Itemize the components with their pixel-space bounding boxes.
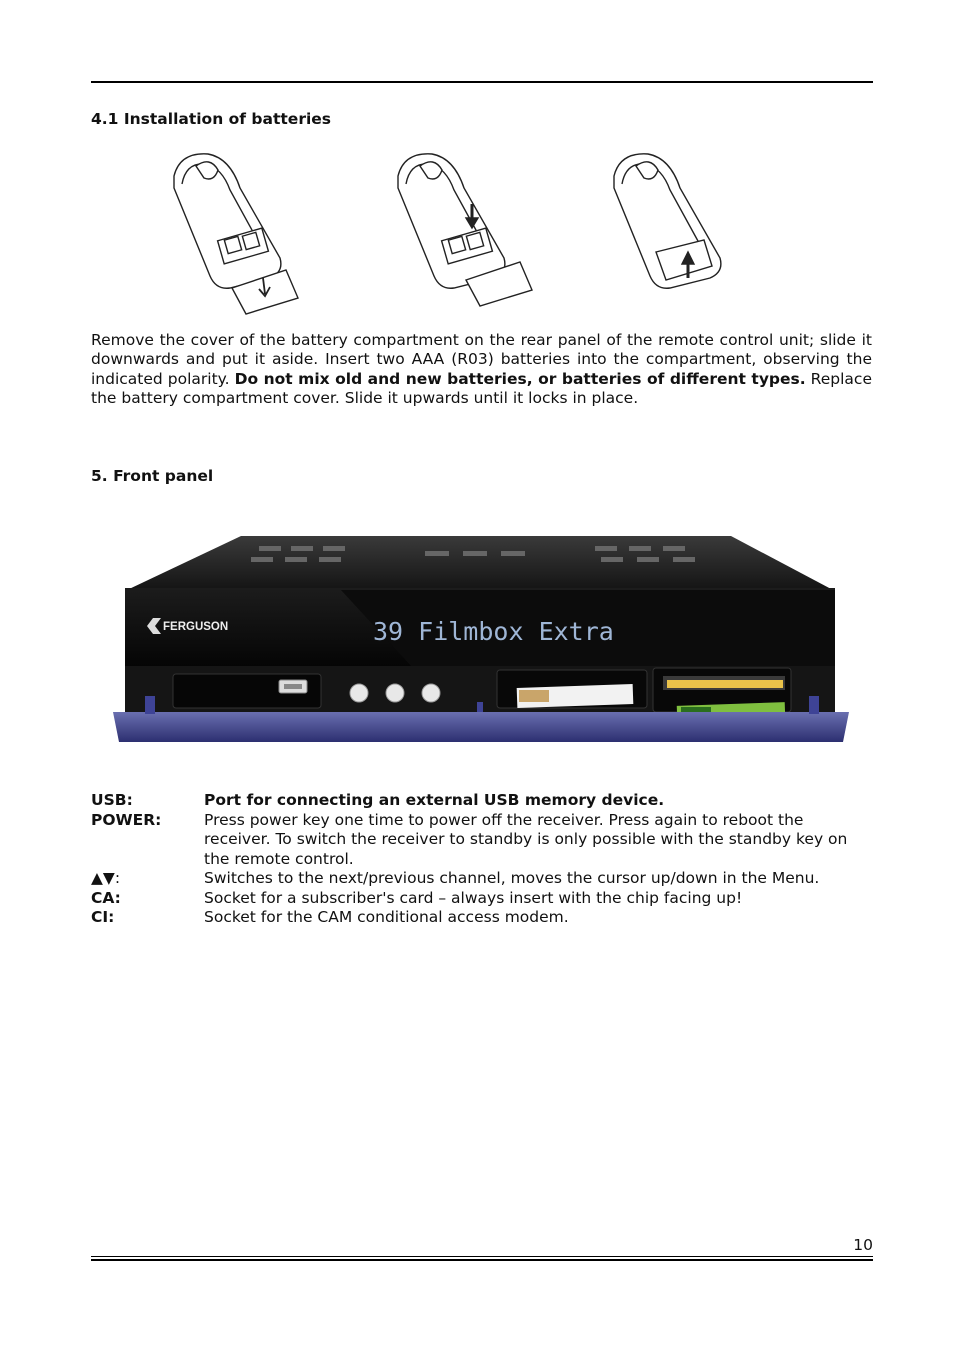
battery-instructions-text-2: Replace the battery compartment cover. Slide it upwards until it locks in place. xyxy=(91,369,872,408)
definition-row-ca xyxy=(91,889,873,909)
receiver-front-panel-image xyxy=(91,510,873,750)
definition-description: Press power key one time to power off the receiver. Press again to reboot the receiver. To switch the receiver to standby is only possible with the standby key on the remote control. xyxy=(204,810,848,868)
page-number: 10 xyxy=(853,1236,873,1254)
footer-rule-thick xyxy=(91,1259,873,1261)
definition-description: Socket for the CAM conditional access modem. xyxy=(204,908,569,926)
definition-description: Socket for a subscriber's card – always insert with the chip facing up! xyxy=(204,888,743,907)
remote-illustration-1 xyxy=(174,154,298,314)
battery-instructions-paragraph xyxy=(91,331,872,409)
definition-description: Switches to the next/previous channel, moves the cursor up/down in the Menu. xyxy=(204,869,820,887)
section-title-front-panel: 5. Front panel xyxy=(91,467,214,485)
battery-instructions-text-1: Remove the cover of the battery compartment on the rear panel of the remote control unit; slide it downwards and put it aside. Insert two AAA (R03) batteries into the compartment, observing the indicated polarity. xyxy=(91,331,872,388)
footer-rule-thin xyxy=(91,1256,873,1257)
vfd-display-text: 39 Filmbox Extra xyxy=(373,617,614,646)
definition-row-channel-arrows xyxy=(91,869,873,889)
power-button[interactable] xyxy=(350,684,368,702)
channel-down-button[interactable] xyxy=(422,684,440,702)
front-panel-definitions xyxy=(91,791,873,928)
remote-illustration-2 xyxy=(398,154,532,306)
remote-illustration-3 xyxy=(614,154,721,288)
definition-term: CI: xyxy=(91,908,115,926)
definition-row-power xyxy=(91,811,873,870)
definition-description: Port for connecting an external USB memory device. xyxy=(204,791,665,809)
battery-installation-illustration xyxy=(160,148,740,318)
definition-row-usb xyxy=(91,791,873,811)
header-rule xyxy=(91,81,873,83)
definition-row-ci xyxy=(91,908,873,928)
channel-up-button[interactable] xyxy=(386,684,404,702)
battery-warning-text: Do not mix old and new batteries, or batteries of different types. xyxy=(234,369,806,388)
definition-term: CA: xyxy=(91,888,121,907)
brand-text: FERGUSON xyxy=(163,621,229,633)
definition-term-arrows: ▲▼: xyxy=(91,869,121,887)
definition-term: POWER: xyxy=(91,810,162,829)
definition-term: USB: xyxy=(91,791,133,809)
section-title-batteries: 4.1 Installation of batteries xyxy=(91,110,332,128)
